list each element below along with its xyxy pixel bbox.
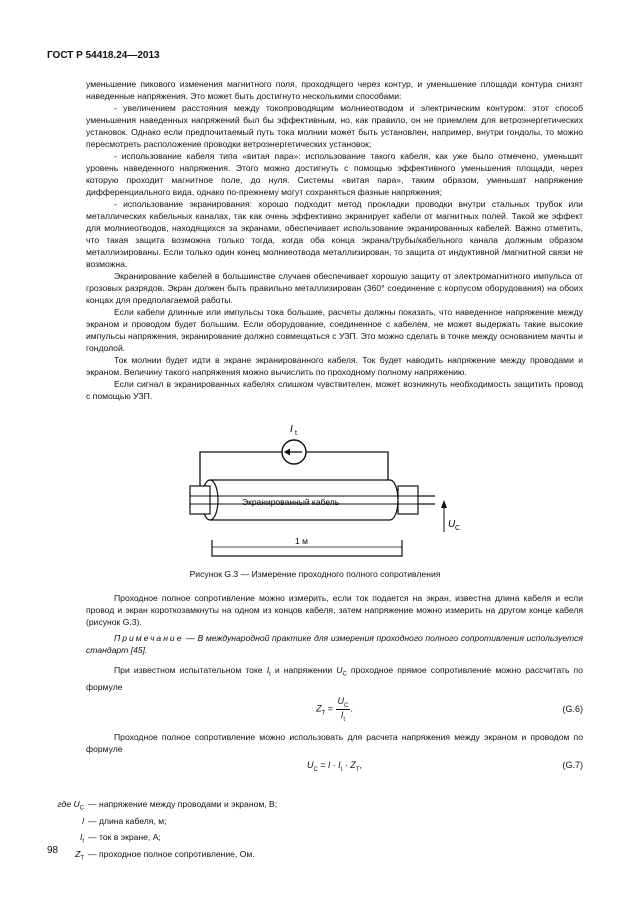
document-header: ГОСТ Р 54418.24—2013 xyxy=(47,50,160,61)
legend-symbol: Z xyxy=(75,849,81,860)
paragraph: Если сигнал в экранированных кабелях слишком чувствителен, может возникнуть необходимость защитить провод с помощью УЗП. xyxy=(86,379,583,401)
formula-sub: T xyxy=(321,710,326,717)
legend-symbol: I xyxy=(79,832,83,843)
formula-sub: C xyxy=(344,702,349,709)
current-label: I xyxy=(290,424,293,435)
voltage-label: U xyxy=(448,519,456,530)
paragraph: Проходное полное сопротивление можно измерить, если ток подается на экран, известна длина кабеля и если провод и экран короткозамкнуты на одном из концов кабеля, затем напряжение можно измерить на другом конце кабеля (рисунок G.3). xyxy=(86,593,583,627)
body-text-top xyxy=(86,78,583,402)
legend-sub: T xyxy=(80,855,84,862)
left-end-cap xyxy=(190,486,210,514)
text-run: проходное прямое сопротивление можно рассчитать по формуле xyxy=(86,665,583,692)
paragraph: Ток молнии будет идти в экране экранированного кабеля. Ток будет наводить напряжение между проводами и экраном. Величину такого напряжения можно вычислить по проходному полному напряжению. xyxy=(86,355,583,377)
legend-text: — проходное полное сопротивление, Ом. xyxy=(88,849,255,860)
formula-intro: При известном испытательном токе $I_t$ и напряжении $U_C$ проходное прямое сопротивление можно рассчитать по формуле xyxy=(86,665,583,692)
right-end-cap xyxy=(398,486,418,514)
text-run: и напряжении xyxy=(270,665,337,675)
legend-text: — ток в экране, А; xyxy=(88,832,161,843)
formula-sub: t xyxy=(343,716,346,723)
formula-symbol: Z xyxy=(316,703,322,714)
paragraph: Экранирование кабелей в большинстве случаев обеспечивает хорошую защиту от электромагнитного импульса от грозовых разрядов. Экран должен быть правильно металлизирован (360° соединение с корпусом оборудования) на обоих концах для предполагаемой работы. xyxy=(86,271,583,305)
formula-symbol: U xyxy=(307,760,314,770)
paragraph: - использование кабеля типа «витая пара»: использование такого кабеля, как уже было отмечено, уменьшит уровень наведенного напряжения. Этого можно достигнуть с помощью эффективного уменьшения площади, через которую проходит магнитное поле, до нуля. Системы «витая пара», таким образом, уменьшат напряжение дифференциального вида, однако по-прежнему могут сохраняться фазные напряжения; xyxy=(86,151,583,197)
legend-row xyxy=(47,831,277,848)
equation-number: (G.6) xyxy=(562,704,583,714)
paragraph: Если кабели длинные или импульсы тока большие, расчеты должны показать, что наведенное напряжение между экраном и проводом будет большим. Если оборудование, соединенное с кабелем, не может выдержать такие высокие импульсы напряжения, экранирование должно совмещаться с УЗП. Это можно сделать в точке между основанием мачты и гондолой. xyxy=(86,307,583,353)
current-sub: t xyxy=(295,430,297,437)
legend-symbol: l xyxy=(82,815,84,826)
legend-row xyxy=(47,798,277,815)
paragraph: - увеличением расстояния между токопроводящим молниеотводом и электрическим контуром: этот способ уменьшения наведенных напряжений был бы эффективным, но, как правило, он не приемлем для ветроэнергетических установок. Однако если предпочитаемый путь тока молнии может быть установлен, например, внутри гондолы, то можно пересмотреть расположение проводки ветроэнергетических установок; xyxy=(86,103,583,149)
formula-g7: $U_C = l \cdot I_t \cdot Z_T$, (G.7) xyxy=(307,760,583,773)
cable-label: Экранированный кабель xyxy=(242,497,340,507)
legend-text: — длина кабеля, м; xyxy=(88,815,167,826)
formula-g6: $Z_T$ = $\frac{U_C}{I_t}$ . (G.6) xyxy=(316,696,583,723)
voltage-sub: C xyxy=(455,525,461,532)
note-text: — В международной практике для измерения проходного полного сопротивления используется стандарт [45]. xyxy=(86,633,583,655)
equation-number: (G.7) xyxy=(562,760,583,770)
cable-measurement-diagram xyxy=(150,420,470,560)
body-text-g7-intro xyxy=(86,731,583,755)
legend-sub: t xyxy=(82,839,84,846)
legend-row xyxy=(47,815,277,832)
legend-text: — напряжение между проводами и экраном, В; xyxy=(88,799,278,809)
legend-symbol: где U xyxy=(57,799,80,809)
paragraph: - использование экранирования: хорошо подходит метод прокладки проводки внутри стальных трубок или металлических кабельных каналах, так как очень эффективно экранирует кабели от магнитных полей. Такой же эффект для молниеотводов, находящихся за экранами, обеспечивает использование экранированных кабелей. Важно отметить, что такая защита возможна только тогда, когда оба конца экрана/трубы/кабельного канала должным образом металлизированы. Если только один конец молниеотвода металлизирован, то защита от индуктивной /магнитной связи не возможна. xyxy=(86,199,583,269)
page-number: 98 xyxy=(47,845,59,856)
length-label: 1 м xyxy=(295,536,308,546)
voltage-arrow xyxy=(441,500,447,508)
legend-row xyxy=(47,848,277,865)
variable-legend xyxy=(47,798,277,865)
note-label: Примечание xyxy=(114,633,184,643)
text-run: При известном испытательном токе xyxy=(114,665,267,675)
formula-symbol: I xyxy=(340,709,344,720)
formula-symbol: U xyxy=(337,696,345,706)
note xyxy=(86,632,583,656)
legend-sub: C xyxy=(79,805,84,812)
paragraph: уменьшение пикового изменения магнитного поля, проходящего через контур, и уменьшение площади контура снизят наведенные напряжения. Это может быть достигнуто несколькими способами: xyxy=(86,79,583,101)
paragraph: Проходное полное сопротивление можно использовать для расчета напряжения между экраном и проводом по формуле xyxy=(86,732,583,754)
figure-caption: Рисунок G.3 — Измерение проходного полного сопротивления xyxy=(189,569,441,579)
body-text-bottom xyxy=(86,592,583,628)
